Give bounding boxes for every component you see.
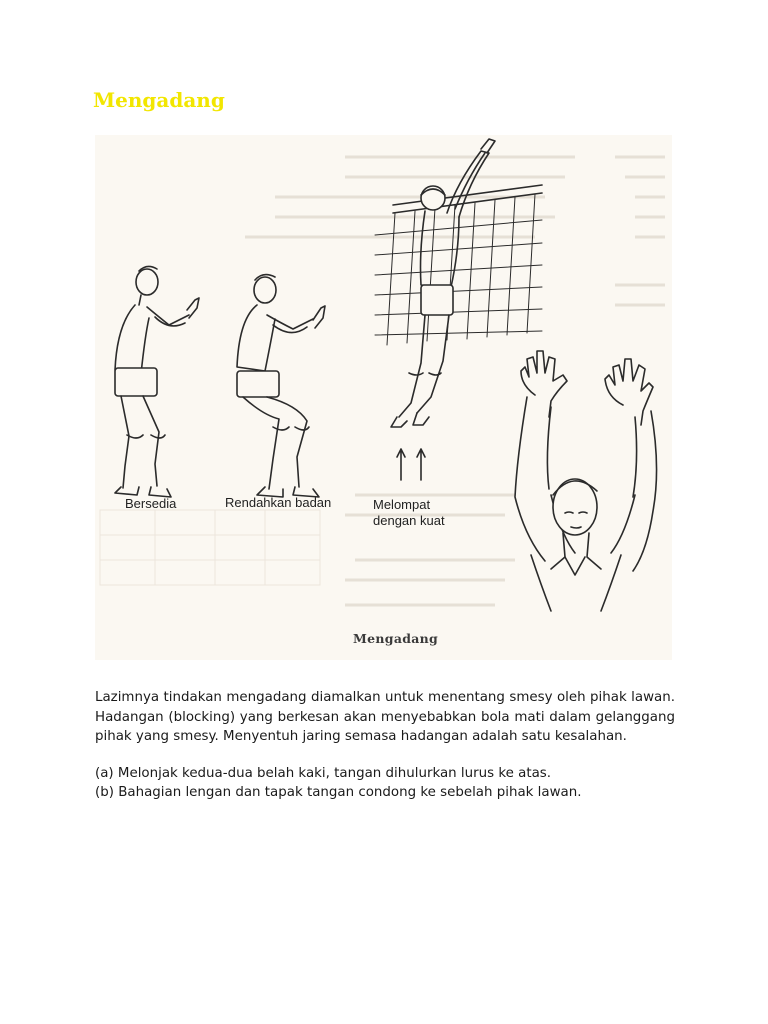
bleed-through-table [100,510,320,585]
volleyball-net [375,185,542,345]
body-text [95,688,675,803]
player-ready [115,266,199,497]
step-label-jump: Melompat dengan kuat [373,497,445,528]
player-jumping [391,139,495,480]
list-item: (b) Bahagian lengan dan tapak tangan condong ke sebelah pihak lawan. [95,785,582,800]
illustration-drawing [95,135,672,660]
step-label-crouch: Rendahkan badan [225,495,332,510]
figure-caption: Mengadang [353,631,439,646]
page-title: Mengadang [93,88,225,112]
points-list [95,764,675,803]
blocking-illustration [95,135,672,660]
player-crouch [237,275,325,497]
list-item: (a) Melonjak kedua-dua belah kaki, tangan dihulurkan lurus ke atas. [95,765,552,781]
blocker-closeup [515,351,657,611]
intro-paragraph: Lazimnya tindakan mengadang diamalkan untuk menentang smesy oleh pihak lawan. Hadangan (blocking) yang berkesan akan menyebabkan bola mati dalam gelanggang pihak yang smesy. Menyentuh jaring semasa hadangan adalah satu kesalahan. [95,690,675,744]
bleed-through-text [245,157,665,605]
step-label-ready: Bersedia [125,496,177,511]
